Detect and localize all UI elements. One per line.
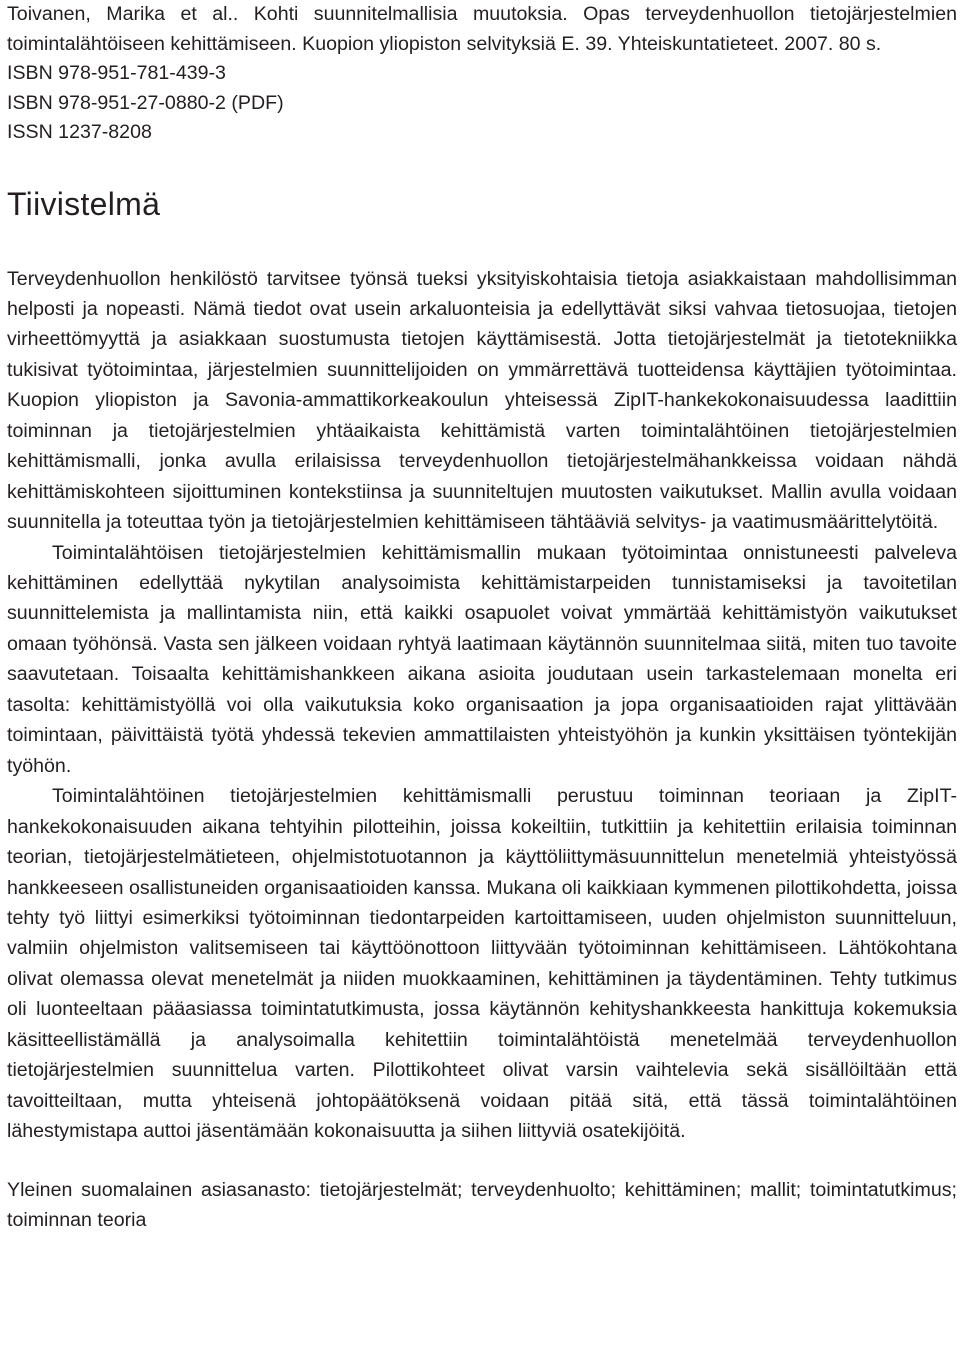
keywords: Yleinen suomalainen asiasanasto: tietojärjestelmät; terveydenhuolto; kehittäminen; mallit; toimintatutkimus; toiminnan teoria bbox=[7, 1178, 957, 1231]
isbn-pdf: ISBN 978-951-27-0880-2 (PDF) bbox=[7, 91, 284, 114]
citation-reference: Toivanen, Marika et al.. Kohti suunnitelmallisia muutoksia. Opas terveydenhuollon tietojärjestelmien toimintalähtöiseen kehittämiseen. Kuopion yliopiston selvityksiä E. 39. Yhteiskuntatieteet. 2007. 80 s. bbox=[7, 3, 957, 55]
abstract-paragraph-2: Toimintalähtöisen tietojärjestelmien kehittämismallin mukaan työtoimintaa onnistuneesti palveleva kehittäminen edellyttää nykytilan analysoimista kehittämistarpeiden tunnistamiseksi ja tavoitetilan suunnittelemista ja mallintamista niin, että kaikki osapuolet voivat ymmärtää kehittämistyön vaikutukset omaan työhönsä. Vasta sen jälkeen voidaan ryhtyä laatimaan käytännön suunnitelmaa siitä, miten tuo tavoite saavutetaan. Toisaalta kehittämishankkeen aikana asioita joudutaan usein tarkastelemaan monelta eri tasolta: kehittämistyöllä voi olla vaikutuksia koko organisaation ja jopa organisaatioiden rajat ylittävään toimintaan, päivittäistä työtä yhdessä tekevien ammattilaisten yhteistyöhön ja kunkin yksittäisen työntekijän työhön. bbox=[7, 541, 957, 777]
abstract-paragraph-1: Terveydenhuollon henkilöstö tarvitsee työnsä tueksi yksityiskohtaisia tietoja asiakkaistaan mahdollisimman helposti ja nopeasti. Nämä tiedot ovat usein arkaluonteisia ja edellyttävät siksi vahvaa tietosuojaa, tietojen virheettömyyttä ja asiakkaan suostumusta tietojen käyttämisestä. Jotta tietojärjestelmät ja tietotekniikka tukisivat työtoimintaa, järjestelmien suunnittelijoiden on ymmärrettävä tuotteidensa käyttäjien työtoimintaa. Kuopion yliopiston ja Savonia-ammattikorkeakoulun yhteisessä ZipIT-hankekokonaisuudessa laadittiin toiminnan ja tietojärjestelmien yhtäaikaista kehittämistä varten toimintalähtöinen tietojärjestelmien kehittämismalli, jonka avulla erilaisissa terveydenhuollon tietojärjestelmähankkeissa voidaan nähdä kehittämiskohteen sijoittuminen kontekstiinsa ja suunniteltujen muutosten vaikutukset. Mallin avulla voidaan suunnitella ja toteuttaa työn ja tietojärjestelmien kehittämiseen tähtääviä selvitys- ja vaatimusmäärittelytöitä. bbox=[7, 267, 957, 534]
document-page bbox=[7, 0, 957, 1235]
abstract-body bbox=[7, 264, 957, 1147]
abstract-heading: Tiivistelmä bbox=[7, 185, 161, 222]
abstract-paragraph-3: Toimintalähtöinen tietojärjestelmien kehittämismalli perustuu toiminnan teoriaan ja ZipIT-hankekokonaisuuden aikana tehtyihin pilotteihin, joissa kokeiltiin, tutkittiin ja kehitettiin erilaisia toiminnan teorian, tietojärjestelmätieteen, ohjelmistotuotannon ja käyttöliittymäsuunnittelun menetelmiä yhteistyössä hankkeeseen osallistuneiden organisaatioiden kanssa. Mukana oli kaikkiaan kymmenen pilottikohdetta, joissa tehty työ liittyi esimerkiksi työtoiminnan tiedontarpeiden kartoittamiseen, uuden ohjelmiston suunnitteluun, valmiin ohjelmiston valitsemiseen tai käyttöönottoon liittyvään työtoiminnan kehittämiseen. Lähtökohtana olivat olemassa olevat menetelmät ja niiden muokkaaminen, kehittäminen ja täydentäminen. Tehty tutkimus oli luonteeltaan pääasiassa toimintatutkimusta, jossa käytännön kehityshankkeesta hankittuja kokemuksia käsitteellistämällä ja analysoimalla kehitettiin toimintalähtöistä menetelmää terveydenhuollon tietojärjestelmien suunnittelua varten. Pilottikohteet olivat varsin vaihtelevia sekä sisällöiltään että tavoitteiltaan, mutta yhteisenä johtopäätöksenä voidaan pitää sitä, että tässä toimintalähtöinen lähestymistapa auttoi jäsentämään kokonaisuutta ja siihen liittyviä osatekijöitä. bbox=[7, 785, 957, 1143]
citation-block bbox=[7, 0, 957, 148]
isbn-print: ISBN 978-951-781-439-3 bbox=[7, 62, 226, 84]
issn: ISSN 1237-8208 bbox=[7, 121, 152, 143]
